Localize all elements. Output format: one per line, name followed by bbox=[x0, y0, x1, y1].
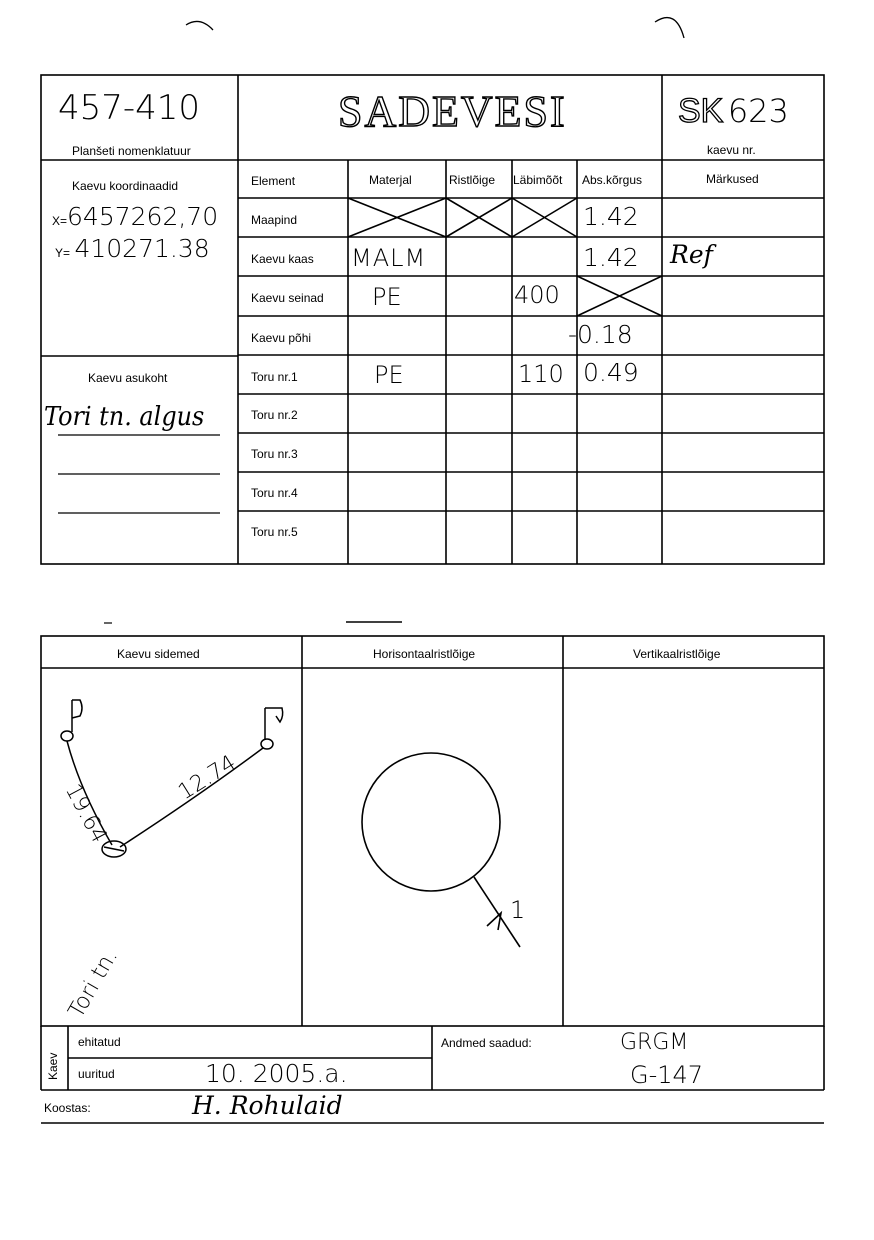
table-row-element: Toru nr.1 bbox=[251, 370, 298, 384]
table-cell-notes: Ref bbox=[670, 240, 713, 269]
well-number bbox=[678, 92, 789, 131]
table-cell-diameter: 400 bbox=[514, 281, 560, 309]
coordinate-y bbox=[55, 234, 210, 263]
data-received-value-2: G-147 bbox=[630, 1061, 704, 1089]
data-received-label: Andmed saadud: bbox=[441, 1036, 532, 1050]
table-row-element: Kaevu seinad bbox=[251, 291, 324, 305]
table-row-element: Maapind bbox=[251, 213, 298, 227]
form-title: SADEVESI bbox=[338, 87, 567, 136]
well-number-value: 623 bbox=[727, 92, 789, 130]
table-cell-abs-height: 0.49 bbox=[583, 358, 639, 387]
coordinates-label: Kaevu koordinaadid bbox=[72, 179, 179, 193]
coordinate-x bbox=[52, 202, 218, 231]
well-side-label: Kaev bbox=[46, 1052, 60, 1080]
col-header-abs-height: Abs.kõrgus bbox=[582, 173, 643, 187]
col-header-material: Materjal bbox=[369, 173, 412, 187]
pipe-number-label: 1 bbox=[510, 896, 526, 924]
coordinate-x-prefix: X= bbox=[52, 214, 68, 228]
ties-panel-label: Kaevu sidemed bbox=[117, 647, 200, 661]
coordinate-y-prefix: Y= bbox=[55, 246, 71, 260]
tie-distance-1: 19.64 bbox=[59, 780, 112, 848]
table-cell-material: MALM bbox=[351, 244, 427, 272]
compiled-label: Koostas: bbox=[44, 1101, 91, 1115]
table-row-element: Toru nr.2 bbox=[251, 408, 298, 422]
sheet-nomenclature-label: Planšeti nomenklatuur bbox=[72, 144, 191, 158]
table-row-element: Kaevu põhi bbox=[251, 331, 312, 345]
well-number-label: kaevu nr. bbox=[707, 143, 756, 157]
col-header-cross-section: Ristlõige bbox=[449, 173, 496, 187]
sheet-nomenclature-value: 457-410 bbox=[58, 88, 201, 128]
horizontal-section-label: Horisontaalristlõige bbox=[373, 647, 476, 661]
built-label: ehitatud bbox=[78, 1035, 121, 1049]
table-row-element: Kaevu kaas bbox=[251, 252, 314, 266]
col-header-element: Element bbox=[251, 174, 296, 188]
table-row-element: Toru nr.3 bbox=[251, 447, 298, 461]
table-cell-abs-height: -0.18 bbox=[568, 320, 633, 349]
table-cell-abs-height: 1.42 bbox=[583, 243, 639, 272]
tie-distance-2: 12.74 bbox=[174, 750, 241, 806]
table-cell-material: PE bbox=[374, 361, 404, 389]
location-value: Tori tn. algus bbox=[44, 402, 205, 432]
compiled-value: H. Rohulaid bbox=[192, 1091, 343, 1120]
table-cell-abs-height: 1.42 bbox=[583, 202, 639, 231]
table-cell-material: PE bbox=[372, 283, 402, 311]
col-header-notes: Märkused bbox=[706, 172, 759, 186]
table-row-element: Toru nr.4 bbox=[251, 486, 298, 500]
surveyed-value: 10. 2005.a. bbox=[205, 1059, 348, 1088]
surveyed-label: uuritud bbox=[78, 1067, 115, 1081]
col-header-diameter: Läbimõõt bbox=[513, 173, 563, 187]
street-note: Tori tn. bbox=[64, 945, 124, 1023]
coordinate-y-value: 410271.38 bbox=[74, 234, 210, 263]
location-label: Kaevu asukoht bbox=[88, 371, 168, 385]
table-row-element: Toru nr.5 bbox=[251, 525, 298, 539]
table-cell-diameter: 110 bbox=[518, 360, 564, 388]
cross-section-drawing bbox=[362, 753, 520, 947]
vertical-section-label: Vertikaalristlõige bbox=[633, 647, 721, 661]
well-number-prefix: SK bbox=[678, 92, 724, 130]
coordinate-x-value: 6457262,70 bbox=[67, 202, 219, 231]
data-received-value-1: GRGM bbox=[620, 1030, 689, 1055]
